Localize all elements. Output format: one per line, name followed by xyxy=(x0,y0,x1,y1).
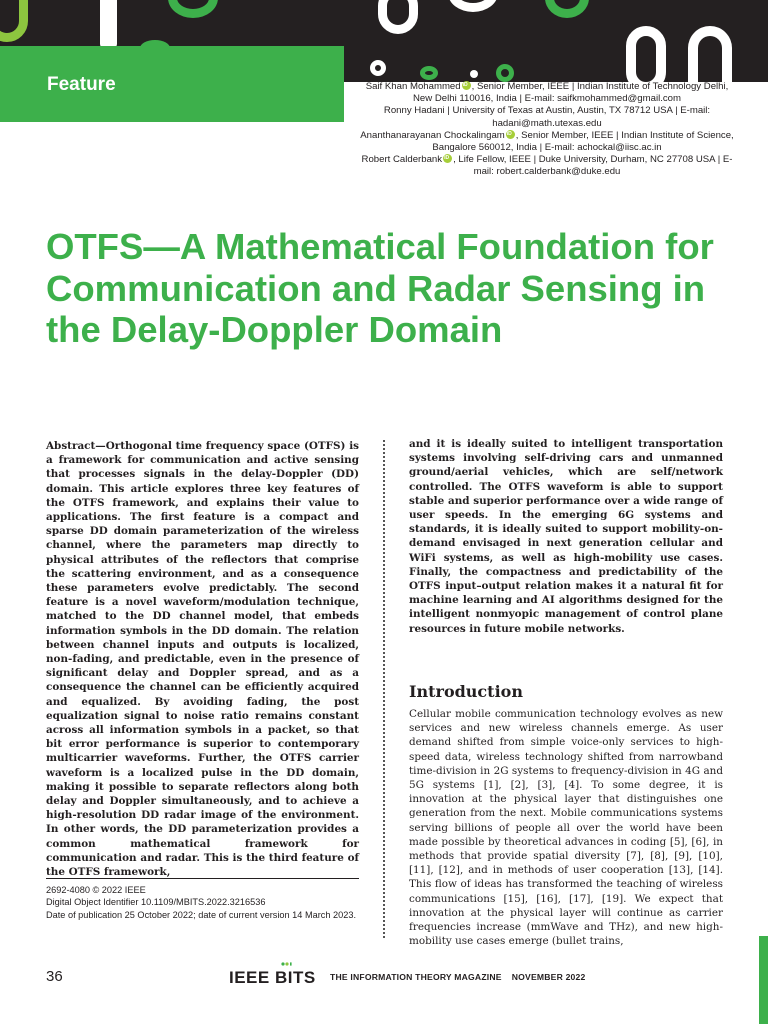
footnote-rule xyxy=(46,878,359,879)
author-details: , Senior Member, IEEE | Indian Institute of Science, Bangalore 560012, India | E-mail: achockal@iisc.ac.in xyxy=(432,129,734,154)
side-tab xyxy=(759,936,768,1024)
magazine-name: THE INFORMATION THEORY MAGAZINE xyxy=(330,972,502,982)
author-entry xyxy=(358,81,736,105)
author-name: Robert Calderbank xyxy=(361,154,443,166)
decor-green-ring-right xyxy=(545,0,589,18)
publication-dates: Date of publication 25 October 2022; date of current version 14 March 2023. xyxy=(46,909,357,920)
magazine-footer xyxy=(330,972,585,982)
decor-white-n xyxy=(688,26,732,82)
decor-white-zero xyxy=(626,26,666,82)
abstract-left-column: Abstract—Orthogonal time frequency space (OTFS) is a framework for communication and active sensing that processes signals in the delay-Doppler (DD) domain. This article explores three key features of the OTFS framework, and explains their value to applications. The first feature is a compact and sparse DD domain parameterization of the wireless channel, where the parameters map directly to physical attributes of the reflectors that comprise the scattering environment, and as a consequence these parameters evolve predictably. The second feature is a novel waveform/modulation technique, matched to the DD channel model, that embeds information symbols in the DD domain. The relation between channel inputs and outputs is localized, non-fading, and predictable, even in the presence of significant delay and Doppler spread, and as a consequence the channel can be efficiently acquired and equalized. By avoiding fading, the post equalization signal to noise ratio remains constant across all information symbols in a packet, so that bit error performance is superior to contemporary multicarrier waveforms. Further, the OTFS carrier waveform is a localized pulse in the DD domain, making it possible to separate reflectors along both delay and Doppler simultaneously, and to achieve a high-resolution DD radar image of the environment. In other words, the DD parameterization provides a common mathematical framework for communication and radar. This is the third feature of the OTFS framework, xyxy=(46,440,359,879)
issn-line: 2692-4080 © 2022 IEEE xyxy=(46,885,146,895)
author-name: Ananthanarayanan Chockalingam xyxy=(360,129,505,141)
author-name: Ronny Hadani xyxy=(383,105,445,117)
section-label: Feature xyxy=(47,74,116,95)
column-divider xyxy=(383,440,385,938)
author-affiliations xyxy=(358,81,736,179)
abstract-right-column: and it is ideally suited to intelligent transportation systems involving self-driving cars and unmanned ground/aerial vehicles, which are self/network controlled. The OTFS waveform is able to support stable and superior performance over a wide range of user speeds. In the emerging 6G systems and standards, it is ideally suited to support mobility-on-demand envisaged in next generation cellular and WiFi systems, as well as high-mobility use cases. Finally, the compactness and predictability of the OTFS input–output relation makes it a natural fit for machine learning and AI algorithms designed for the intelligent nonmyopic management of control plane resources in future mobile networks. xyxy=(409,438,723,635)
ieee-bits-logo[interactable]: IEEE BITS xyxy=(229,968,316,987)
decor-green-arc-left xyxy=(0,0,28,42)
decor-white-bar xyxy=(100,0,117,48)
orcid-icon[interactable] xyxy=(443,154,452,163)
introduction-text: Cellular mobile communication technology evolves as new services and new wireless channels emerge. As user demand shifted from simple voice-only services to high-speed data, wireless technology shifted from narrowband time-division in 2G systems to frequency-division in 4G and 5G systems [1], [2], [3], [4]. To some degree, it is innovation at the physical layer that distinguishes one generation from the next. Mobile communications systems serving billions of people all over the world have been made possible by theoretical advances in coding [5], [6], in methods that provide spatial diversity [7], [8], [9], [10], [11], [12], and in methods of user cooperation [13], [14]. This flow of ideas has transformed the teaching of wireless communications [15], [16], [17], [19]. We expect that innovation at the physical layer will continue as carrier frequencies increase (mmWave and THz), and new high-mobility use cases emerge (bullet trains, xyxy=(409,708,723,948)
decor-white-pill xyxy=(378,0,418,34)
doi-line[interactable]: Digital Object Identifier 10.1109/MBITS.2022.3216536 xyxy=(46,897,266,908)
author-entry xyxy=(358,130,736,154)
decor-white-ring xyxy=(448,0,498,12)
page-number: 36 xyxy=(46,968,63,985)
article-title: OTFS—A Mathematical Foundation for Communication and Radar Sensing in the Delay-Doppler Domain xyxy=(46,226,714,350)
introduction-heading: Introduction xyxy=(409,682,523,701)
footnote xyxy=(46,884,359,921)
decor-small-dot xyxy=(470,70,478,78)
decor-small-green xyxy=(420,66,438,80)
orcid-icon[interactable] xyxy=(462,81,471,90)
author-details: | University of Texas at Austin, Austin, TX 78712 USA | E-mail: hadani@math.utexas.edu xyxy=(444,105,711,129)
author-name: Saif Khan Mohammed xyxy=(365,81,461,92)
decor-green-ring-top xyxy=(168,0,218,18)
decor-small-white xyxy=(370,60,386,76)
author-entry xyxy=(358,154,736,178)
decor-small-green-right xyxy=(496,64,514,82)
issue-date: NOVEMBER 2022 xyxy=(511,972,586,982)
logo-dots-icon xyxy=(281,961,293,967)
author-details: , Senior Member, IEEE | Indian Institute of Technology Delhi, New Delhi 110016, India | E-mail: saifkmohammed@gmail.com xyxy=(413,81,729,105)
orcid-icon[interactable] xyxy=(506,130,515,139)
author-details: , Life Fellow, IEEE | Duke University, Durham, NC 27708 USA | E-mail: robert.calderbank@duke.edu xyxy=(453,154,733,178)
author-entry xyxy=(358,105,736,129)
